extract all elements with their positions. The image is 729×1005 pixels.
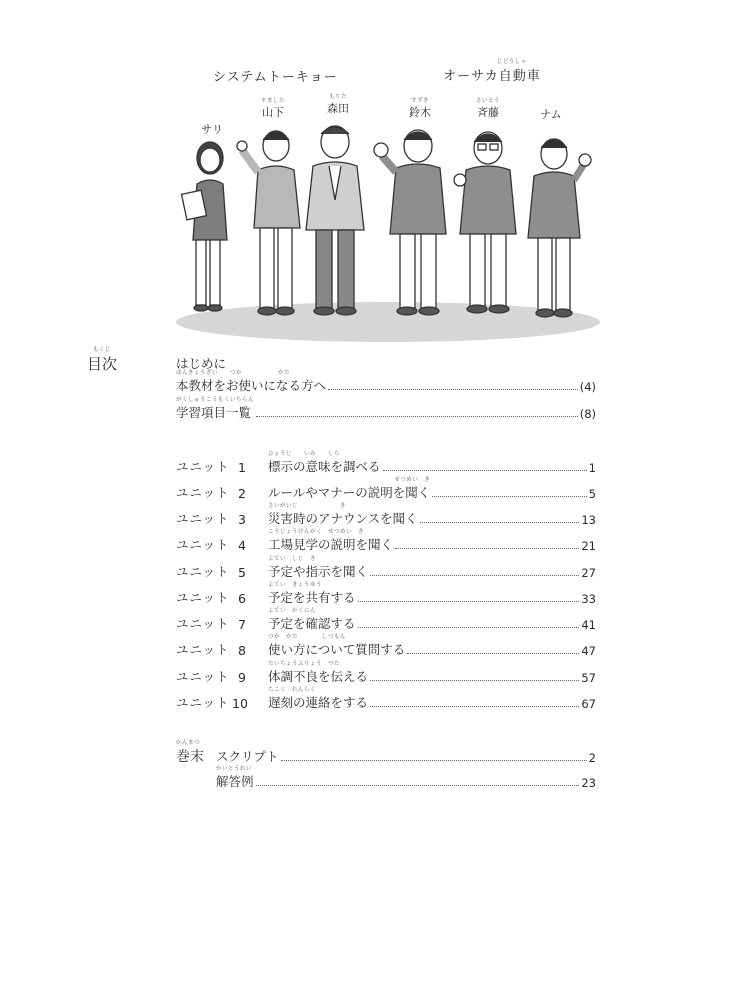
toc-entry-unit-4[interactable]: ユニット 4 こうじょうけんがく せつめい き 工場見学の説明を聞く 21	[176, 529, 596, 553]
toc-entry-appendix-answers[interactable]: かいとうれい 解答例 23	[216, 766, 596, 790]
person-morita	[306, 126, 364, 315]
leader-dots	[328, 389, 578, 390]
toc-entry-unit-1[interactable]: ユニット 1 ひょうじ いみ しら 標示の意味を調べる 1	[176, 451, 596, 475]
toc-entry-appendix-script[interactable]: スクリプト 2	[216, 749, 596, 765]
company-name-right	[443, 57, 541, 84]
page-number: (8)	[579, 407, 596, 421]
toc-entry-unit-10[interactable]: ユニット 10 ちこく れんらく 遅刻の連絡をする 67	[176, 687, 596, 711]
toc-entry-intro-1[interactable]: ほんきょうざい つか かた 本教材をお使いになる方へ (4)	[176, 370, 596, 394]
character-name-sari: サリ	[201, 123, 223, 136]
character-name-morita: もりた 森田	[327, 94, 349, 115]
toc-entry-unit-8[interactable]: ユニット 8 つか かた しつもん 使い方について質問する 47	[176, 634, 596, 658]
person-suzuki	[374, 130, 446, 315]
toc-entry-unit-2[interactable]: ユニット 2 せつめい き ルールやマナーの説明を聞く 5	[176, 477, 596, 501]
page-number: (4)	[579, 380, 596, 394]
person-sari	[182, 142, 227, 311]
person-yamashita	[237, 131, 300, 315]
person-namu	[528, 139, 591, 317]
company-name-left: システムトーキョー	[213, 70, 338, 85]
company-right-ruby: じどうしゃ	[496, 59, 527, 65]
character-name-namu: ナム	[540, 108, 562, 121]
toc-entry-unit-3[interactable]: ユニット 3 さいがいじ き 災害時のアナウンスを聞く 13	[176, 503, 596, 527]
intro-heading: はじめに	[176, 356, 227, 371]
characters-illustration	[170, 110, 610, 350]
toc-entry-unit-7[interactable]: ユニット 7 よてい かくにん 予定を確認する 41	[176, 608, 596, 632]
toc-entry-unit-9[interactable]: ユニット 9 たいちょうふりょう つた 体調不良を伝える 57	[176, 661, 596, 685]
company-right-label: オーサカ自動車	[443, 69, 541, 84]
toc-entry-unit-6[interactable]: ユニット 6 よてい きょうゆう 予定を共有する 33	[176, 582, 596, 606]
toc-title: もくじ 目次	[87, 347, 118, 373]
appendix-heading: かんまつ 巻末	[176, 740, 204, 765]
character-name-yamashita: やました 山下	[260, 98, 285, 119]
leader-dots	[256, 416, 578, 417]
person-saito	[454, 132, 516, 313]
character-name-suzuki: すずき 鈴木	[409, 98, 431, 119]
toc-entry-unit-5[interactable]: ユニット 5 よてい しじ き 予定や指示を聞く 27	[176, 556, 596, 580]
toc-entry-intro-2[interactable]: がくしゅうこうもくいちらん 学習項目一覧 (8)	[176, 397, 596, 421]
character-name-saito: さいとう 斉藤	[475, 98, 500, 119]
